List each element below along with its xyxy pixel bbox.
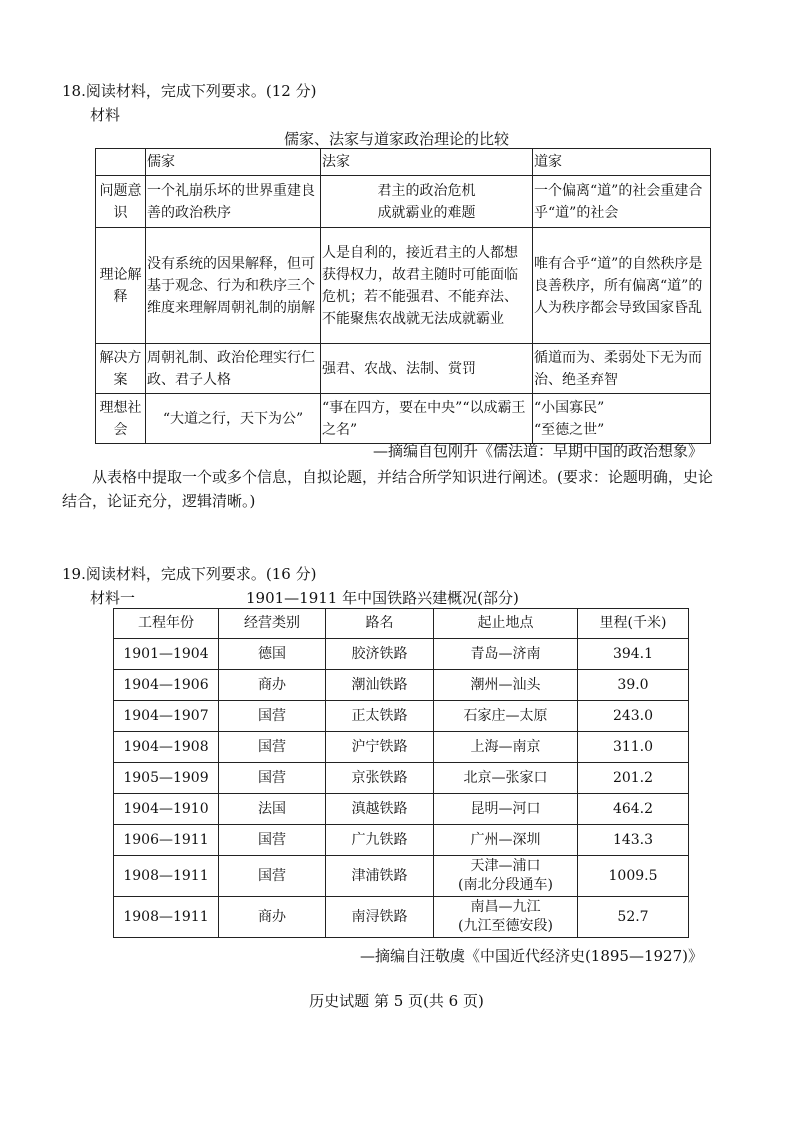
table-cell: 没有系统的因果解释，但可基于观念、行为和秩序三个维度来理解周朝礼制的崩解 (146, 228, 321, 344)
table-cell: 广州—深圳 (434, 825, 578, 856)
railway-table (113, 608, 689, 938)
table-cell: 1905—1909 (114, 763, 219, 794)
header-cell (96, 149, 146, 176)
table-cell: 正太铁路 (326, 701, 434, 732)
table-title: 1901—1911 年中国铁路兴建概况(部分) (246, 589, 519, 607)
philosophy-comparison-table (95, 148, 711, 444)
table-row (114, 670, 689, 701)
table-cell: 胶济铁路 (326, 639, 434, 670)
table-cell: 德国 (219, 639, 326, 670)
table-cell: 1904—1906 (114, 670, 219, 701)
table-row (96, 176, 711, 228)
table-cell: 143.3 (578, 825, 689, 856)
table-cell: 君主的政治危机 成就霸业的难题 (321, 176, 533, 228)
table-cell: 1904—1910 (114, 794, 219, 825)
table-row (114, 763, 689, 794)
table-row (96, 228, 711, 344)
table-row (114, 856, 689, 897)
table-cell: 一个偏离“道”的社会重建合乎“道”的社会 (533, 176, 711, 228)
table-cell: 昆明—河口 (434, 794, 578, 825)
header-cell: 经营类别 (219, 609, 326, 639)
table-row (114, 732, 689, 763)
table-row (114, 639, 689, 670)
table-cell: 周朝礼制、政治伦理实行仁政、君子人格 (146, 344, 321, 394)
row-header: 问题意识 (96, 176, 146, 228)
table-cell: 52.7 (578, 897, 689, 938)
table-cell: “大道之行，天下为公” (146, 394, 321, 444)
table-cell: 1908—1911 (114, 856, 219, 897)
table-cell: 国营 (219, 856, 326, 897)
table-cell: “小国寡民” “至德之世” (533, 394, 711, 444)
material-label: 材料一 (90, 589, 136, 607)
table-row (96, 344, 711, 394)
table-cell: 1904—1908 (114, 732, 219, 763)
header-cell: 工程年份 (114, 609, 219, 639)
table-cell: 464.2 (578, 794, 689, 825)
table-cell: 商办 (219, 670, 326, 701)
header-cell: 里程(千米) (578, 609, 689, 639)
material-label: 材料 (90, 106, 121, 124)
table-cell: 1904—1907 (114, 701, 219, 732)
table-cell: 394.1 (578, 639, 689, 670)
table-cell: 1009.5 (578, 856, 689, 897)
table-cell: 南昌—九江 (九江至德安段) (434, 897, 578, 938)
table-cell: 强君、农战、法制、赏罚 (321, 344, 533, 394)
table-cell: 311.0 (578, 732, 689, 763)
table-cell: 青岛—济南 (434, 639, 578, 670)
table-cell: 天津—浦口 (南北分段通车) (434, 856, 578, 897)
table-cell: 北京—张家口 (434, 763, 578, 794)
table-cell: 国营 (219, 701, 326, 732)
table-cell: 商办 (219, 897, 326, 938)
table-cell: “事在四方，要在中央”“以成霸王之名” (321, 394, 533, 444)
table-cell: 广九铁路 (326, 825, 434, 856)
table-cell: 上海—南京 (434, 732, 578, 763)
table-row (114, 701, 689, 732)
table-row (114, 794, 689, 825)
table-cell: 滇越铁路 (326, 794, 434, 825)
table-cell: 潮汕铁路 (326, 670, 434, 701)
header-cell: 起止地点 (434, 609, 578, 639)
table-cell: 一个礼崩乐坏的世界重建良善的政治秩序 (146, 176, 321, 228)
question-19-heading: 19.阅读材料，完成下列要求。(16 分) (62, 565, 317, 583)
table-row (96, 394, 711, 444)
table-cell: 国营 (219, 763, 326, 794)
row-header: 理论解释 (96, 228, 146, 344)
table-cell: 1901—1904 (114, 639, 219, 670)
question-18-heading: 18.阅读材料，完成下列要求。(12 分) (62, 82, 317, 100)
table-cell: 南浔铁路 (326, 897, 434, 938)
source-citation: —摘编自包刚升《儒法道：早期中国的政治想象》 (372, 442, 703, 460)
table-cell: 津浦铁路 (326, 856, 434, 897)
table-row (114, 897, 689, 938)
table-cell: 201.2 (578, 763, 689, 794)
table-cell: 243.0 (578, 701, 689, 732)
header-cell: 路名 (326, 609, 434, 639)
task-instruction: 从表格中提取一个或多个信息，自拟论题，并结合所学知识进行阐述。(要求：论题明确，史论结合，论证充分，逻辑清晰。) (62, 468, 713, 510)
source-citation: —摘编自汪敬虞《中国近代经济史(1895—1927)》 (359, 947, 703, 965)
table-cell: 循道而为、柔弱处下无为而治、绝圣弃智 (533, 344, 711, 394)
table-row (114, 825, 689, 856)
header-cell: 儒家 (146, 149, 321, 176)
header-cell: 法家 (321, 149, 533, 176)
table-cell: 国营 (219, 732, 326, 763)
table-title: 儒家、法家与道家政治理论的比较 (283, 130, 509, 148)
page-footer: 历史试题 第 5 页(共 6 页) (309, 992, 484, 1010)
table-cell: 唯有合乎“道”的自然秩序是良善秩序，所有偏离“道”的人为秩序都会导致国家昏乱 (533, 228, 711, 344)
row-header: 解决方案 (96, 344, 146, 394)
table-cell: 1906—1911 (114, 825, 219, 856)
table-cell: 国营 (219, 825, 326, 856)
table-cell: 京张铁路 (326, 763, 434, 794)
table-cell: 1908—1911 (114, 897, 219, 938)
table-cell: 潮州—汕头 (434, 670, 578, 701)
table-header-row (114, 609, 689, 639)
table-cell: 石家庄—太原 (434, 701, 578, 732)
table-cell: 沪宁铁路 (326, 732, 434, 763)
table-cell: 人是自利的，接近君主的人都想获得权力，故君主随时可能面临危机；若不能强君、不能弃法、不能聚焦农战就无法成就霸业 (321, 228, 533, 344)
header-cell: 道家 (533, 149, 711, 176)
row-header: 理想社会 (96, 394, 146, 444)
table-header-row (96, 149, 711, 176)
table-cell: 法国 (219, 794, 326, 825)
table-cell: 39.0 (578, 670, 689, 701)
